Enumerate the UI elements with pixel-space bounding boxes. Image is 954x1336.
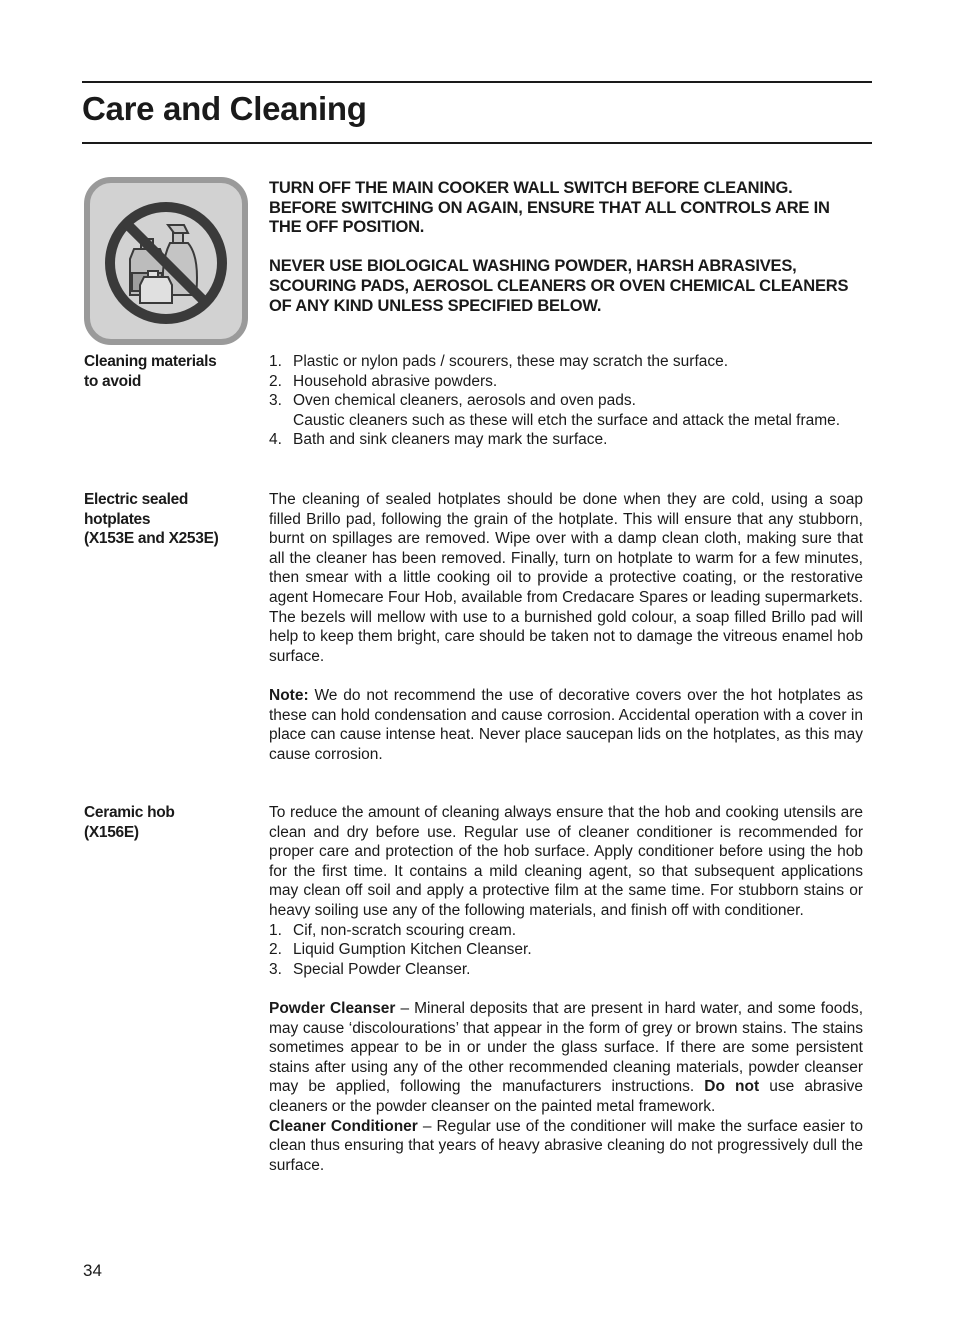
list-item: 1. Cif, non-scratch scouring cream.: [269, 921, 517, 939]
section-label-hotplates: Electric sealed hotplates (X153E and X253E): [84, 491, 219, 548]
hotplates-body: The cleaning of sealed hotplates should be done when they are cold, using a soap filled Brillo pad, following the grain of the hotplate. This will ensure that any stubborn, burnt on spillages are removed. Wipe over with a damp clean cloth, making sure that all the cleaner has been removed. Finally, turn on hotplate to warm for a few minutes, then smear with a little cooking oil to provide a protective coating, or the restorative agent Homecare Four Hob, available from Credacare Spares or leading supermarkets. The bezels will mellow with use to a burnished gold colour, a soap filled Brillo pad will help to keep them bright, care should be taken not to damage the vitreous enamel hob surface.: [269, 491, 863, 665]
no-chemical-cleaners-icon: [84, 177, 248, 345]
list-item: 3. Oven chemical cleaners, aerosols and oven pads. Caustic cleaners such as these will etch the surface and attack the metal frame.: [269, 392, 841, 429]
list-item: 3. Special Powder Cleanser.: [269, 960, 471, 978]
page-title: Care and Cleaning: [82, 90, 367, 127]
list-item: 1. Plastic or nylon pads / scourers, these may scratch the surface.: [269, 353, 729, 370]
section-label-ceramic: Ceramic hob (X156E): [84, 804, 175, 841]
page-number: 34: [83, 1261, 102, 1280]
warning-switch-off: TURN OFF THE MAIN COOKER WALL SWITCH BEFORE CLEANING. BEFORE SWITCHING ON AGAIN, ENSURE THAT ALL CONTROLS ARE IN THE OFF POSITION.: [269, 179, 830, 237]
ceramic-section: [269, 803, 863, 1175]
safety-warnings: [269, 179, 863, 316]
ceramic-materials-list: [269, 921, 863, 980]
hotplates-note: Note: We do not recommend the use of decorative covers over the hot hotplates as these can hold condensation and cause corrosion. Accidental operation with a cover in place can cause intense heat. Never place saucepan lids on the hotplates, as this may cause corrosion.: [269, 686, 863, 763]
cleaner-conditioner-paragraph: Cleaner Conditioner – Regular use of the conditioner will make the surface easier to clean thus ensuring that years of heavy abrasive cleaning do not progressively dull the surface.: [269, 1117, 863, 1174]
powder-cleanser-paragraph: Powder Cleanser – Mineral deposits that are present in hard water, and some foods, may cause ‘discolourations’ that appear in the form of grey or brown stains. The stains sometimes appear to be in or under the glass surface. If there are some persistent stains after using any of the other recommended cleaning materials, powder cleanser may be applied, following the manufacturers instructions. Do not use abrasive cleaners or the powder cleanser on the painted metal framework.: [269, 999, 863, 1115]
no-chemical-cleaners-icon-graphic: [84, 177, 248, 345]
ceramic-body: To reduce the amount of cleaning always ensure that the hob and cooking utensils are clean and dry before use. Regular use of cleaner conditioner is recommended for proper care and protection of the hob surface. Apply conditioner before using the hob for the first time. It contains a mild cleaning agent, so that subsequent applications may clean off soil and apply a protective film at the same time. For stubborn stains or heavy soiling use any of the following materials, and finish off with conditioner.: [269, 804, 863, 919]
section-label-avoid: Cleaning materials to avoid: [84, 353, 217, 390]
header-rule-bottom: [82, 142, 872, 144]
avoid-list-section: [269, 352, 863, 450]
list-item: 2. Household abrasive powders.: [269, 372, 498, 390]
header-rule-top: [82, 81, 872, 83]
hotplates-section: [269, 490, 863, 764]
list-item: 2. Liquid Gumption Kitchen Cleanser.: [269, 941, 532, 959]
warning-no-harsh-cleaners: NEVER USE BIOLOGICAL WASHING POWDER, HARSH ABRASIVES, SCOURING PADS, AEROSOL CLEANERS OR OVEN CHEMICAL CLEANERS OF ANY KIND UNLESS SPECIFIED BELOW.: [269, 257, 849, 315]
avoid-list: [269, 352, 863, 450]
list-item: 4. Bath and sink cleaners may mark the surface.: [269, 431, 608, 449]
